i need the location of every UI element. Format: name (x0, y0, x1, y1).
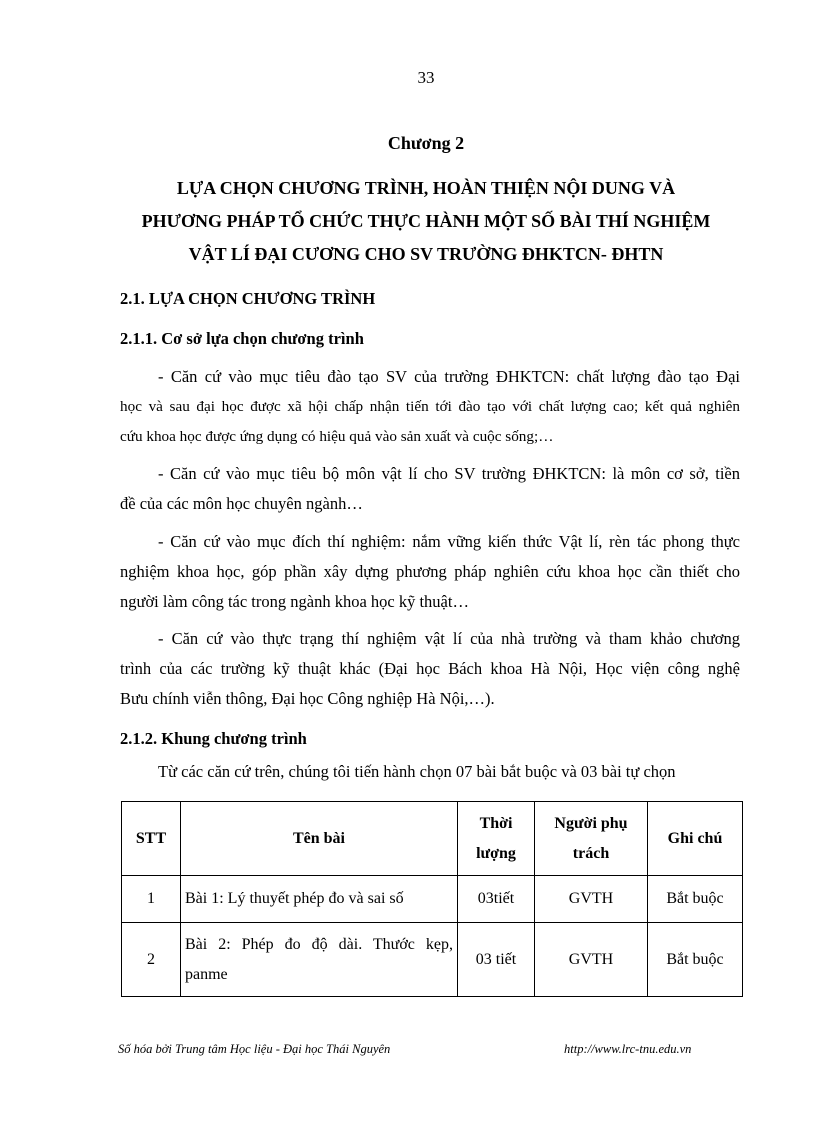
paragraph-line: Bưu chính viễn thông, Đại học Công nghiệp Hà Nội,…). (120, 689, 495, 708)
cell-note: Bắt buộc (648, 876, 743, 923)
cell-name-line: Bài 2: Phép đo độ dài. Thước kẹp, (185, 935, 453, 953)
chapter-title: Chương 2 (387, 133, 465, 153)
paragraph-line: - Căn cứ vào mục tiêu bộ môn vật lí cho SV trường ĐHKTCN: là môn cơ sở, tiền (158, 464, 740, 483)
cell-stt: 2 (122, 923, 181, 997)
table-row (122, 876, 743, 923)
cell-note: Bắt buộc (648, 923, 743, 997)
paragraph-line: trình của các trường kỹ thuật khác (Đại học Bách khoa Hà Nội, Học viện công nghệ (120, 659, 740, 678)
paragraph-line: đề của các môn học chuyên ngành… (120, 494, 363, 513)
paragraph-subject-goal (120, 459, 740, 519)
paragraph-line: - Căn cứ vào mục tiêu đào tạo SV của trường ĐHKTCN: chất lượng đào tạo Đại (158, 367, 740, 386)
program-table (121, 801, 743, 997)
page-number: 33 (417, 68, 435, 87)
chapter-heading (100, 172, 752, 271)
paragraph-line: người làm công tác trong ngành khoa học kỹ thuật… (120, 592, 469, 611)
paragraph-line: học và sau đại học được xã hội chấp nhận tiến tới đào tạo với chất lượng cao; kết quả nghiên (120, 398, 740, 415)
paragraph-line: nghiệm khoa học, góp phần xây dựng phương pháp nghiên cứu khoa học cần thiết cho (120, 562, 740, 581)
paragraph-line: - Căn cứ vào mục đích thí nghiệm: nắm vững kiến thức Vật lí, rèn tác phong thực (158, 532, 740, 551)
header-note: Ghi chú (648, 802, 743, 876)
header-duration-line: Thời (479, 814, 513, 832)
paragraph-mission (120, 362, 740, 452)
table-intro-text: Từ các căn cứ trên, chúng tôi tiến hành chọn 07 bài bắt buộc và 03 bài tự chọn (158, 762, 676, 781)
cell-stt: 1 (122, 876, 181, 923)
section-2-1-1-title: 2.1.1. Cơ sở lựa chọn chương trình (120, 329, 364, 348)
header-responsible (535, 802, 648, 876)
table-header-row (122, 802, 743, 876)
footer-source: Số hóa bởi Trung tâm Học liệu - Đại học Thái Nguyên (118, 1042, 391, 1056)
cell-name-line: panme (185, 965, 228, 983)
cell-name: Bài 1: Lý thuyết phép đo và sai số (181, 876, 458, 923)
header-stt: STT (122, 802, 181, 876)
header-duration-line: lượng (476, 844, 516, 862)
paragraph-line: cứu khoa học được ứng dụng có hiệu quả vào sản xuất và cuộc sống;… (120, 428, 554, 445)
chapter-heading-line: PHƯƠNG PHÁP TỔ CHỨC THỰC HÀNH MỘT SỐ BÀI THÍ NGHIỆM (141, 211, 711, 231)
paragraph-experiment-purpose (120, 527, 740, 617)
cell-duration: 03 tiết (458, 923, 535, 997)
paragraph-current-state (120, 624, 740, 714)
section-2-1-title: 2.1. LỰA CHỌN CHƯƠNG TRÌNH (120, 289, 376, 308)
cell-name (181, 923, 458, 997)
cell-responsible: GVTH (535, 923, 648, 997)
chapter-heading-line: VẬT LÍ ĐẠI CƯƠNG CHO SV TRƯỜNG ĐHKTCN- ĐHTN (188, 244, 664, 264)
section-2-1-2-title: 2.1.2. Khung chương trình (120, 729, 307, 748)
paragraph-line: - Căn cứ vào thực trạng thí nghiệm vật lí của nhà trường và tham khảo chương (158, 629, 740, 648)
table-row (122, 923, 743, 997)
header-duration (458, 802, 535, 876)
header-responsible-line: Người phụ (554, 814, 628, 832)
footer-url: http://www.lrc-tnu.edu.vn (564, 1042, 692, 1056)
header-responsible-line: trách (572, 844, 610, 862)
cell-responsible: GVTH (535, 876, 648, 923)
chapter-heading-line: LỰA CHỌN CHƯƠNG TRÌNH, HOÀN THIỆN NỘI DUNG VÀ (176, 178, 676, 198)
header-name: Tên bài (181, 802, 458, 876)
cell-duration: 03tiết (458, 876, 535, 923)
